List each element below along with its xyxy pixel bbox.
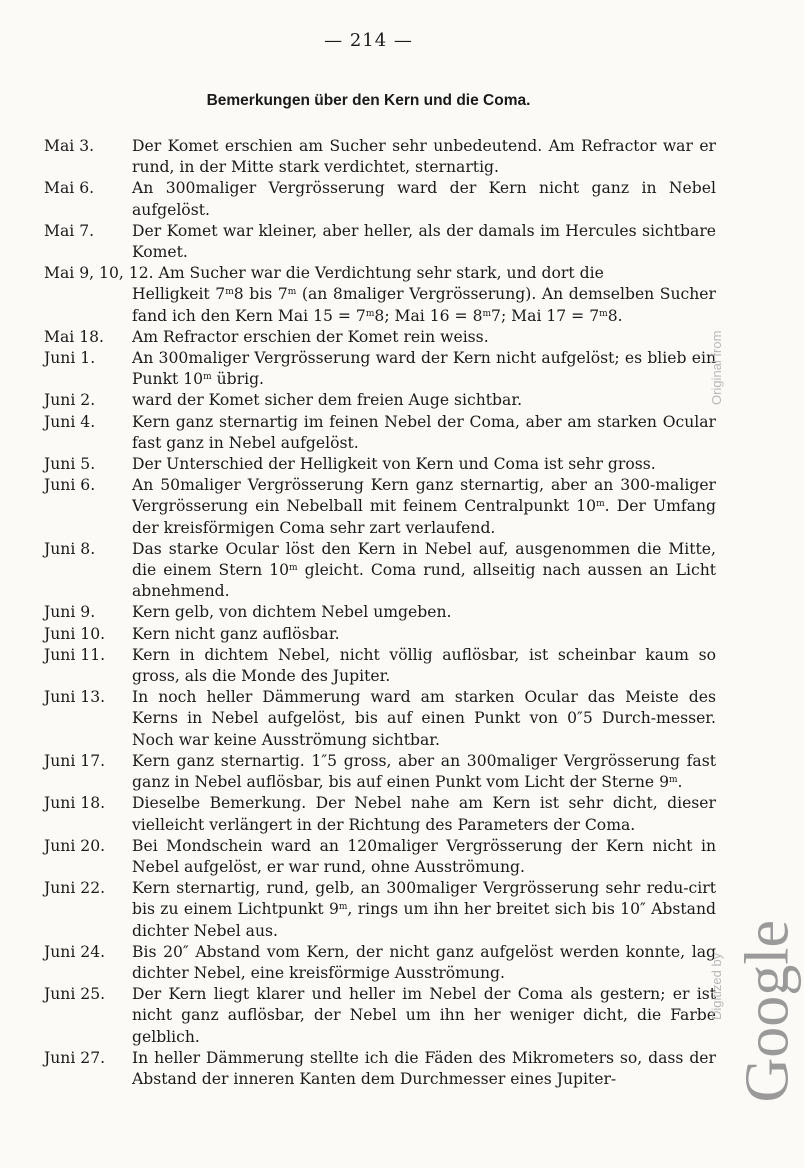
entry-date: Mai 6. — [44, 179, 95, 198]
entry-date: Juni 10. — [44, 624, 106, 643]
observation-entry — [44, 1048, 716, 1090]
observation-entry — [44, 136, 716, 178]
observation-entry — [44, 412, 716, 454]
observation-entry — [44, 984, 716, 1048]
entry-date: Juni 24. — [44, 942, 106, 961]
entry-date: Mai 3. — [44, 137, 95, 155]
observation-entry — [44, 793, 716, 835]
observation-entry — [44, 624, 716, 645]
observation-entry — [44, 327, 716, 348]
observation-entry — [44, 645, 716, 687]
watermark — [709, 290, 731, 1050]
observation-entry — [44, 178, 716, 220]
entry-text: In heller Dämmerung stellte ich die Fäden des Mikrometers so, dass der Abstand der inneren Kanten dem Durchmesser eines Jupiter- — [132, 1048, 716, 1088]
entry-date: Mai 18. — [44, 327, 105, 346]
entry-date: Juni 18. — [44, 794, 106, 813]
entry-text: An 50maliger Vergrösserung Kern ganz sternartig, aber an 300-maliger Vergrösserung ein Nebelball mit feinem Centralpunkt 10$^m$. Der Umfang der kreisförmigen Coma sehr zart verlaufend. — [132, 476, 716, 537]
entry-date: Juni 9. — [44, 603, 96, 622]
watermark-original: Original from — [709, 330, 724, 405]
entry-text: Bei Mondschein ward an 120maliger Vergrösserung der Kern nicht in Nebel aufgelöst, er war rund, ohne Ausströmung. — [132, 836, 716, 876]
entry-date: Juni 22. — [44, 879, 106, 898]
entry-date: Juni 20. — [44, 836, 106, 855]
observation-entry — [44, 836, 716, 878]
entry-date: Juni 11. — [44, 645, 106, 664]
entry-text: Der Unterschied der Helligkeit von Kern und Coma ist sehr gross. — [132, 455, 656, 474]
entry-date: Juni 5. — [44, 455, 96, 474]
entry-date: Mai 7. — [44, 221, 95, 240]
entry-date: Juni 4. — [44, 412, 96, 431]
entry-date: Juni 25. — [44, 985, 106, 1004]
entry-text: Das starke Ocular löst den Kern in Nebel auf, ausgenommen die Mitte, die einem Stern 10$^m$ gleicht. Coma rund, allseitig nach aussen an Licht abnehmend. — [132, 539, 716, 601]
observation-entry — [44, 539, 716, 603]
page-number: — 214 — — [324, 30, 413, 51]
observation-entry — [44, 221, 716, 263]
entry-text: Der Kern liegt klarer und heller im Nebel der Coma als gestern; er ist nicht ganz auflösbar, der Nebel um ihn her weniger dicht, die Farbe gelblich. — [132, 985, 716, 1046]
entry-first-line: Mai 9, 10, 12. Am Sucher war die Verdichtung sehr stark, und dort die — [44, 264, 604, 283]
entry-text: Kern nicht ganz auflösbar. — [132, 624, 340, 643]
entry-text: An 300maliger Vergrösserung ward der Kern nicht aufgelöst; es blieb ein Punkt 10$^m$ übrig. — [132, 349, 716, 389]
observation-entry — [44, 878, 716, 942]
entry-date: Juni 6. — [44, 476, 96, 495]
entry-date: Juni 1. — [44, 349, 96, 368]
observation-entry — [44, 263, 716, 327]
entry-text: Am Refractor erschien der Komet rein weiss. — [132, 327, 489, 346]
observation-entry — [44, 390, 716, 411]
observation-entry — [44, 751, 716, 793]
entry-text: Dieselbe Bemerkung. Der Nebel nahe am Kern ist sehr dicht, dieser vielleicht verlängert in der Richtung des Parameters der Coma. — [132, 794, 716, 834]
observation-entry — [44, 602, 716, 623]
entry-date: Juni 13. — [44, 688, 106, 707]
observation-entry — [44, 942, 716, 984]
observation-entry — [44, 475, 716, 539]
entry-text: Kern gelb, von dichtem Nebel umgeben. — [132, 603, 452, 622]
entry-text: An 300maliger Vergrösserung ward der Kern nicht ganz in Nebel aufgelöst. — [132, 179, 716, 219]
entry-date: Juni 17. — [44, 751, 106, 770]
entry-text: Der Komet war kleiner, aber heller, als der damals im Hercules sichtbare Komet. — [132, 221, 716, 262]
observation-entry — [44, 454, 716, 475]
entry-text: Kern ganz sternartig. 1″5 gross, aber an 300maliger Vergrösserung fast ganz in Nebel auflösbar, bis auf einen Punkt vom Licht der Sterne 9$^m$. — [132, 751, 716, 792]
observation-entry — [44, 348, 716, 390]
observation-entry — [44, 687, 716, 751]
section-heading: Bemerkungen über den Kern und die Coma. — [206, 92, 531, 109]
watermark-digitized: Digitized by — [709, 952, 724, 1020]
entry-date: Juni 27. — [44, 1048, 106, 1067]
entry-text: Bis 20″ Abstand vom Kern, der nicht ganz aufgelöst werden konnte, lag dichter Nebel, eine kreisförmige Ausströmung. — [132, 942, 716, 982]
entry-text: Kern in dichtem Nebel, nicht völlig auflösbar, ist scheinbar kaum so gross, als die Monde des Jupiter. — [132, 645, 716, 686]
entry-text: Kern ganz sternartig im feinen Nebel der Coma, aber am starken Ocular fast ganz in Nebel aufgelöst. — [132, 412, 716, 452]
entry-date: Juni 8. — [44, 539, 96, 558]
google-logo: Google — [734, 920, 802, 1103]
entry-text: ward der Komet sicher dem freien Auge sichtbar. — [132, 391, 523, 410]
entry-text: In noch heller Dämmerung ward am starken Ocular das Meiste des Kerns in Nebel aufgelöst, bis auf einen Punkt von 0″5 Durch-messer. Noch war keine Ausströmung sichtbar. — [132, 688, 716, 749]
entry-date: Juni 2. — [44, 391, 96, 410]
entry-text: Der Komet erschien am Sucher sehr unbedeutend. Am Refractor war er rund, in der Mitte stark verdichtet, sternartig. — [132, 137, 716, 177]
entry-text: Helligkeit 7$^m$8 bis 7$^m$ (an 8maliger Vergrösserung). An demselben Sucher fand ich den Kern Mai $15 = 7^m8$; Mai $16 = 8^m7$; Mai $17 = 7^m8$. — [132, 285, 716, 325]
entry-text: Kern sternartig, rund, gelb, an 300maliger Vergrösserung sehr redu-cirt bis zu einem Lichtpunkt 9$^m$, rings um ihn her breitet sich bis 10″ Abstand dichter Nebel aus. — [132, 879, 716, 940]
observation-list — [44, 136, 716, 1090]
